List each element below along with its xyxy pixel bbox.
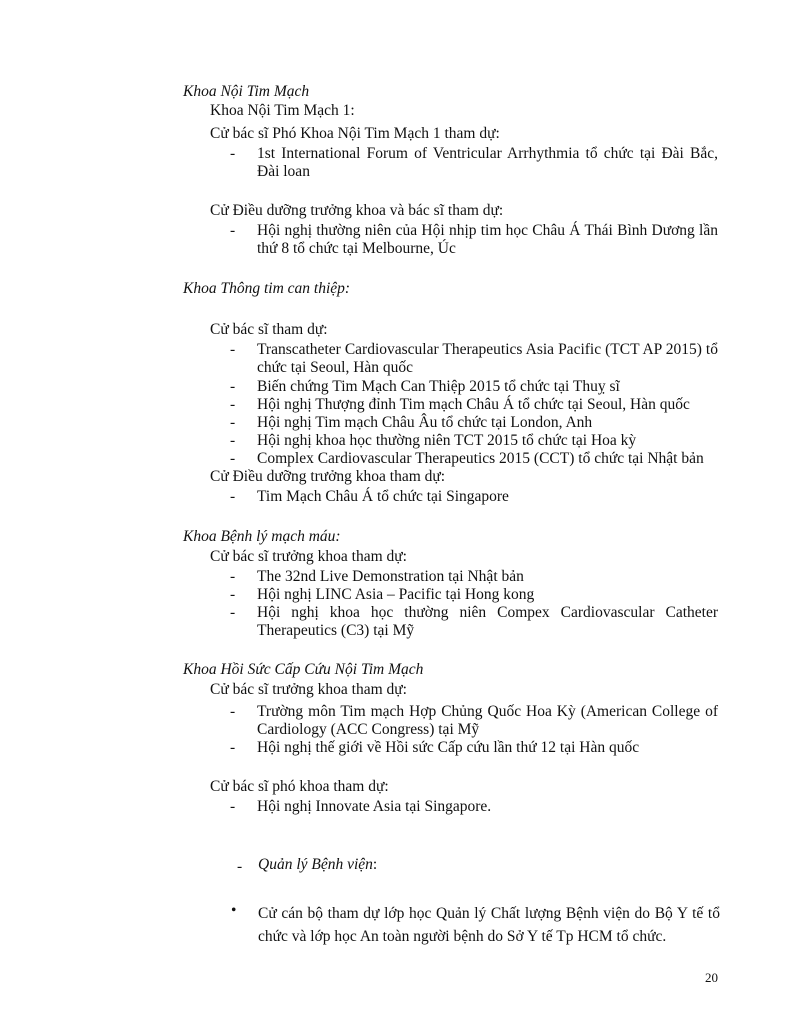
list-dash: - <box>230 396 236 413</box>
list-dash: - <box>230 604 236 621</box>
bullet-icon: • <box>231 902 237 919</box>
list-item: Hội nghị Tim mạch Châu Âu tổ chức tại London, Anh <box>257 414 593 431</box>
list-item: Hội nghị LINC Asia – Pacific tại Hong kong <box>257 586 535 603</box>
text-line: Cử bác sĩ tham dự: <box>210 321 328 338</box>
section-heading-hoi-suc: Khoa Hồi Sức Cấp Cứu Nội Tim Mạch <box>183 661 424 678</box>
text-line: Cử bác sĩ Phó Khoa Nội Tim Mạch 1 tham dự: <box>210 125 500 142</box>
list-dash: - <box>230 414 236 431</box>
section-heading-noi-tim-mach: Khoa Nội Tim Mạch <box>183 83 310 100</box>
text-line: Cử bác sĩ phó khoa tham dự: <box>210 778 389 795</box>
list-item: Hội nghị Thượng đỉnh Tim mạch Châu Á tổ chức tại Seoul, Hàn quốc <box>257 396 690 413</box>
list-dash: - <box>230 586 236 603</box>
list-item: Tim Mạch Châu Á tổ chức tại Singapore <box>257 488 509 505</box>
list-dash: - <box>230 450 236 467</box>
list-item: Hội nghị khoa học thường niên Compex Cardiovascular Catheter Therapeutics (C3) tại Mỹ <box>257 604 718 639</box>
list-dash: - <box>230 739 236 756</box>
section-heading-benh-ly: Khoa Bệnh lý mạch máu: <box>183 528 341 545</box>
list-item: Hội nghị khoa học thường niên TCT 2015 tổ chức tại Hoa kỳ <box>257 432 637 449</box>
list-item: Complex Cardiovascular Therapeutics 2015 (CCT) tổ chức tại Nhật bản <box>257 450 704 467</box>
subheading-noi-tim-mach-1: Khoa Nội Tim Mạch 1: <box>210 102 355 119</box>
list-dash: - <box>230 378 236 395</box>
list-dash: - <box>230 798 236 815</box>
list-dash: - <box>230 488 236 505</box>
list-dash: - <box>237 858 243 875</box>
text-line: Cử bác sĩ trưởng khoa tham dự: <box>210 548 407 565</box>
list-dash: - <box>230 703 236 720</box>
quan-ly-colon: : <box>372 856 378 873</box>
page-number: 20 <box>705 970 718 985</box>
text-line: Cử Điều dưỡng trưởng khoa và bác sĩ tham dự: <box>210 202 504 219</box>
quan-ly-title: Quản lý Bệnh viện <box>258 856 373 873</box>
list-item: Hội nghị thế giới về Hồi sức Cấp cứu lần thứ 12 tại Hàn quốc <box>257 739 640 756</box>
list-dash: - <box>230 432 236 449</box>
list-item: Hội nghị Innovate Asia tại Singapore. <box>257 798 492 815</box>
section-heading-thong-tim: Khoa Thông tim can thiệp: <box>183 280 351 297</box>
list-dash: - <box>230 222 236 239</box>
list-item: 1st International Forum of Ventricular Arrhythmia tổ chức tại Đài Bắc, Đài loan <box>257 145 718 180</box>
section-heading-quan-ly <box>258 856 377 874</box>
list-item: The 32nd Live Demonstration tại Nhật bản <box>257 568 524 585</box>
list-item: Trường môn Tim mạch Hợp Chủng Quốc Hoa Kỳ (American College of Cardiology (ACC Congress) tại Mỹ <box>257 703 718 738</box>
list-dash: - <box>230 145 236 162</box>
list-item: Transcatheter Cardiovascular Therapeutics Asia Pacific (TCT AP 2015) tổ chức tại Seoul, Hàn quốc <box>257 341 718 376</box>
list-item: Hội nghị thường niên của Hội nhịp tim học Châu Á Thái Bình Dương lần thứ 8 tổ chức tại Melbourne, Úc <box>257 222 718 257</box>
list-dash: - <box>230 568 236 585</box>
text-line: Cử bác sĩ trưởng khoa tham dự: <box>210 681 407 698</box>
paragraph: Cử cán bộ tham dự lớp học Quản lý Chất lượng Bệnh viện do Bộ Y tế tổ chức và lớp học An toàn người bệnh do Sở Y tế Tp HCM tổ chức. <box>258 905 720 945</box>
list-item: Biến chứng Tim Mạch Can Thiệp 2015 tổ chức tại Thuỵ sĩ <box>257 378 620 395</box>
list-dash: - <box>230 341 236 358</box>
text-line: Cử Điều dưỡng trưởng khoa tham dự: <box>210 468 446 485</box>
